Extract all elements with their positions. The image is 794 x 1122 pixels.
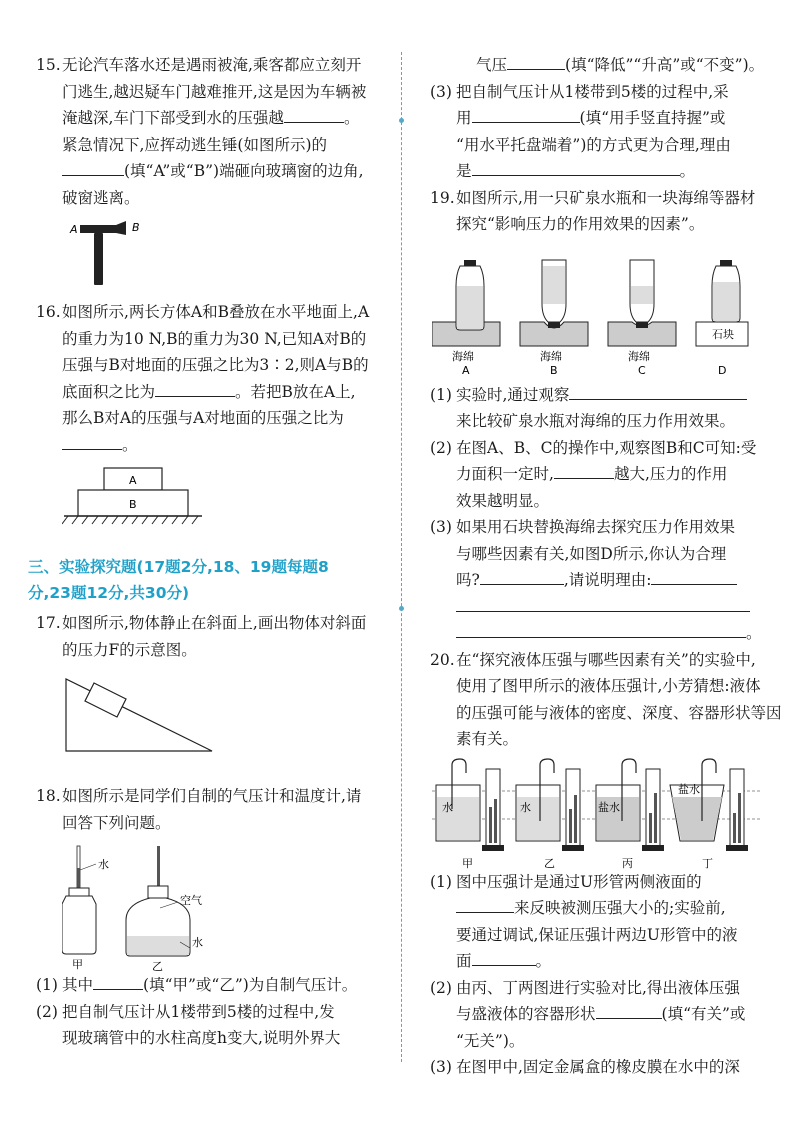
svg-text:D: D	[718, 363, 727, 376]
svg-text:B: B	[129, 498, 137, 511]
question-number: 19.	[430, 188, 455, 207]
question-15: 15. 无论汽车落水还是遇雨被淹,乘客都应立刻开 门逃生,越迟疑车门越难推开,这是因为车辆被 淹越深,车门下部受到水的压强越 。 紧急情况下,应挥动逃生锤(如图所示)的 (填“A”或“B”)端砸向玻璃窗的边角, 破窗逃离。 A B	[36, 52, 394, 289]
svg-text:水: 水	[98, 858, 109, 871]
setup-a	[432, 260, 500, 346]
ground-hatching	[62, 516, 198, 524]
question-19: 19. 如图所示,用一只矿泉水瓶和一块海绵等器材 探究“影响压力的作用效果的因素”。 海绵 A 海绵 B 海绵 C 石块 D	[430, 185, 760, 376]
setup-ding	[670, 759, 748, 851]
section-3-header: 三、实验探究题(17题2分,18、19题每题8 分,23题12分,共30分)	[28, 558, 329, 602]
svg-text:A: A	[129, 474, 137, 487]
q18-sub-1: (1) 其中 (填“甲”或“乙”)为自制气压计。	[36, 972, 394, 999]
svg-text:丁: 丁	[702, 856, 713, 869]
setup-c	[608, 260, 676, 346]
q18-sub-3: (3) 把自制气压计从1楼带到5楼的过程中,采 用 (填“用手竖直持握”或 “用水平托盘端着”)的方式更为合理,理由 是 。	[430, 82, 731, 180]
question-number: 16.	[36, 303, 61, 321]
answer-blank[interactable]	[62, 159, 124, 176]
stacked-blocks-figure	[62, 464, 222, 532]
answer-blank[interactable]	[456, 595, 750, 612]
answer-blank[interactable]	[456, 621, 746, 638]
svg-text:水: 水	[442, 800, 453, 814]
question-17: 17. 如图所示,物体静止在斜面上,画出物体对斜面 的压力F的示意图。	[36, 610, 394, 757]
q19-sub-3: (3) 如果用石块替换海绵去探究压力作用效果 与哪些因素有关,如图D所示,你认为合理 吗? ,请说明理由: 。	[430, 518, 762, 642]
incline-plane	[66, 679, 212, 751]
answer-blank[interactable]	[569, 383, 747, 400]
svg-text:石块: 石块	[712, 327, 734, 341]
pressure-gauge-figure	[432, 757, 762, 869]
question-20: 20. 在“探究液体压强与哪些因素有关”的实验中, 使用了图甲所示的液体压强计,小芳猜想:液体 的压强可能与液体的密度、深度、容器形状等因 素有关。 水 甲 水 乙 盐水 丙 盐水 丁	[430, 647, 760, 869]
incline-figure	[62, 675, 222, 757]
hammer-handle	[94, 233, 103, 285]
answer-blank[interactable]	[472, 159, 680, 176]
question-number: 17.	[36, 614, 61, 632]
escape-hammer-figure	[66, 219, 186, 289]
svg-text:丙: 丙	[622, 856, 633, 869]
svg-text:海绵: 海绵	[540, 349, 562, 363]
svg-text:海绵: 海绵	[628, 349, 650, 363]
right-column	[430, 52, 782, 1081]
answer-blank[interactable]	[155, 380, 235, 397]
left-column	[28, 52, 394, 1052]
answer-blank[interactable]	[62, 433, 122, 450]
svg-text:C: C	[638, 363, 646, 376]
divider-dot	[399, 606, 404, 611]
divider-dot	[399, 118, 404, 123]
svg-text:乙: 乙	[544, 856, 555, 869]
answer-blank[interactable]	[507, 53, 565, 70]
question-number: 15.	[36, 56, 61, 74]
label-a: A	[70, 223, 78, 236]
answer-blank[interactable]	[480, 568, 564, 585]
q18-sub-2: (2) 把自制气压计从1楼带到5楼的过程中,发 现玻璃管中的水柱高度h变大,说明外界大	[36, 1002, 341, 1047]
q20-sub-3: (3) 在图甲中,固定金属盒的橡皮膜在水中的深	[430, 1058, 740, 1076]
q20-sub-1: (1) 图中压强计是通过U形管两侧液面的 来反映被测压强大小的;实验前, 要通过调试,保证压强计两边U形管中的液 面 。	[430, 872, 738, 970]
question-number: 20.	[430, 650, 455, 669]
answer-blank[interactable]	[472, 949, 536, 966]
hammer-head	[80, 221, 126, 235]
question-18: 18. 如图所示是同学们自制的气压计和温度计,请 回答下列问题。 水 甲 空气 水 乙 (1) 其中 (填“甲”或“乙”)为自制气压计。 (2) 把自制气压计从1楼带到5楼的过程中,发 现玻璃管中的水柱高度h变大,说明外界大	[36, 783, 394, 1052]
column-divider	[401, 52, 402, 1062]
question-16: 16. 如图所示,两长方体A和B叠放在水平地面上,A 的重力为10 N,B的重力为30 N,已知A对B的 压强与B对地面的压强之比为3∶2,则A与B的 底面积之比为 。若把B放在A上, 那么B对A的压强与A对地面的压强之比为 。 A B	[36, 299, 394, 532]
answer-blank[interactable]	[596, 1002, 662, 1019]
svg-text:乙: 乙	[152, 960, 163, 972]
svg-text:盐水: 盐水	[678, 782, 700, 796]
answer-blank[interactable]	[554, 462, 614, 479]
label-b: B	[132, 221, 140, 234]
q20-sub-2: (2) 由丙、丁两图进行实验对比,得出液体压强 与盛液体的容器形状 (填“有关”或 “无关”)。	[430, 978, 746, 1050]
svg-text:A: A	[462, 363, 470, 376]
svg-text:水: 水	[520, 800, 531, 814]
svg-text:甲: 甲	[72, 958, 83, 971]
svg-text:水: 水	[192, 936, 203, 949]
setup-b	[520, 260, 588, 346]
svg-text:盐水: 盐水	[598, 800, 620, 814]
sponge-bottle-figure	[432, 246, 762, 376]
answer-blank[interactable]	[284, 106, 344, 123]
svg-text:甲: 甲	[462, 856, 473, 869]
answer-blank[interactable]	[472, 106, 580, 123]
barometer-thermometer-figure	[62, 842, 262, 972]
svg-text:B: B	[550, 363, 558, 376]
question-number: 18.	[36, 787, 61, 805]
q19-sub-1: (1) 实验时,通过观察 来比较矿泉水瓶对海绵的压力作用效果。	[430, 382, 760, 435]
bottle-jia	[62, 846, 96, 954]
svg-text:空气: 空气	[180, 894, 202, 907]
q18-continued: 气压 (填“降低”“升高”或“不变”)。	[430, 52, 760, 79]
answer-blank[interactable]	[651, 568, 737, 585]
svg-text:海绵: 海绵	[452, 349, 474, 363]
answer-blank[interactable]	[456, 896, 514, 913]
q19-sub-2: (2) 在图A、B、C的操作中,观察图B和C可知:受 力面积一定时, 越大,压力的作用 效果越明显。	[430, 438, 757, 510]
answer-blank[interactable]	[93, 973, 143, 990]
